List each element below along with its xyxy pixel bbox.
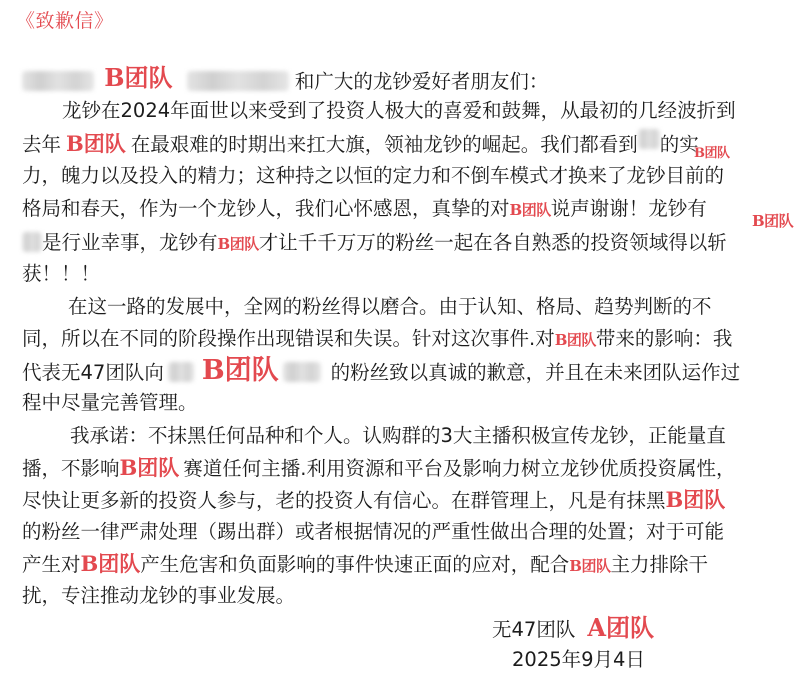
text-segment: 的粉丝致以真诚的歉意，并且在未来团队运作过 [330,361,741,384]
signature-line [492,612,654,644]
text-segment: 主力排除干 [610,553,708,576]
stamp-b-team: B团队 [66,131,126,156]
stamp-b-team: B团队 [694,146,730,161]
text-segment: 产生对 [22,553,81,576]
text-segment: 产生危害和负面影响的事件快速正面的应对，配合 [140,553,570,576]
redacted-name [22,232,42,252]
stamp-b-team: B团队 [569,557,611,575]
text-segment: 的实 [659,133,699,156]
paragraph-1-line-1: 龙钞在2024年面世以来受到了投资人极大的喜爱和鼓舞，从最初的几经波折到 [62,99,736,122]
paragraph-1-line-6: 获！！！ [22,262,101,285]
paragraph-3-line-4: 的粉丝一律严肃处理（踢出群）或者根据情况的严重性做出合理的处置；对于可能 [22,520,725,543]
stamp-b-team: B团队 [509,201,551,219]
text-segment: 赛道任何主播.利用资源和平台及影响力树立龙钞优质投资属性， [183,457,736,480]
text-segment: 才让千千万万的粉丝一起在各自熟悉的投资领域得以斩 [258,231,727,254]
paragraph-2-line-4: 程中尽量完善管理。 [22,391,198,414]
paragraph-2-line-2 [22,323,732,355]
redacted-name [638,129,660,149]
paragraph-3-line-2 [22,452,735,484]
paragraph-3-line-6: 扰，专注推动龙钞的事业发展。 [22,584,296,607]
paragraph-1-line-5 [22,227,727,259]
stamp-b-team: B团队 [104,63,173,92]
stamp-b-team: B团队 [201,355,279,386]
paragraph-1-line-4 [22,193,707,225]
text-segment: 同，所以在不同的阶段操作出现错误和失误。针对这次事件.对 [22,327,555,350]
redacted-name [187,71,289,91]
stamp-b-team: B团队 [119,455,180,480]
document-title: 《致歉信》 [16,10,114,32]
paragraph-3-line-3 [22,484,725,516]
signature: 无47团队 [492,618,576,641]
stamp-a-team: A团队 [587,613,654,642]
text-segment: 是行业幸事，龙钞有 [42,231,218,254]
paragraph-3-line-5 [22,548,708,580]
date: 2025年9月4日 [512,648,645,671]
text-segment: 播，不影响 [22,457,120,480]
text-segment: 尽快让更多新的投资人参与，老的投资人有信心。在群管理上，凡是有抹黑 [22,489,666,512]
text-segment: 说声谢谢！龙钞有 [550,197,707,220]
greeting-line [22,62,548,94]
text-segment: 代表无47团队向 [22,361,164,384]
text-segment: 带来的影响：我 [595,327,733,350]
redacted-name [22,71,94,91]
text-segment: 在最艰难的时期出来扛大旗，领袖龙钞的崛起。我们都看到 [130,133,638,156]
paragraph-1-line-3: 力，魄力以及投入的精力；这种持之以恒的定力和不倒车模式才换来了龙钞目前的 [22,164,725,187]
redacted-name [168,362,194,382]
stamp-b-team: B团队 [217,235,259,253]
greeting-text: 和广大的龙钞爱好者朋友们： [294,70,549,93]
paragraph-3-line-1: 我承诺：不抹黑任何品种和个人。认购群的3大主播积极宣传龙钞，正能量直 [70,424,726,447]
text-segment: 格局和春天，作为一个龙钞人，我们心怀感恩，真挚的对 [22,197,510,220]
paragraph-2-line-3 [22,355,740,387]
stamp-b-team: B团队 [80,551,141,576]
stamp-b-team: B团队 [554,331,596,349]
text-segment: 去年 [22,133,62,156]
paragraph-2-line-1: 在这一路的发展中，全网的粉丝得以磨合。由于认知、格局、趋势判断的不 [68,295,712,318]
paragraph-1-line-2 [22,128,699,160]
stamp-b-team: B团队 [665,487,726,512]
redacted-name [283,362,321,382]
stamp-b-team: B团队 [752,212,794,230]
